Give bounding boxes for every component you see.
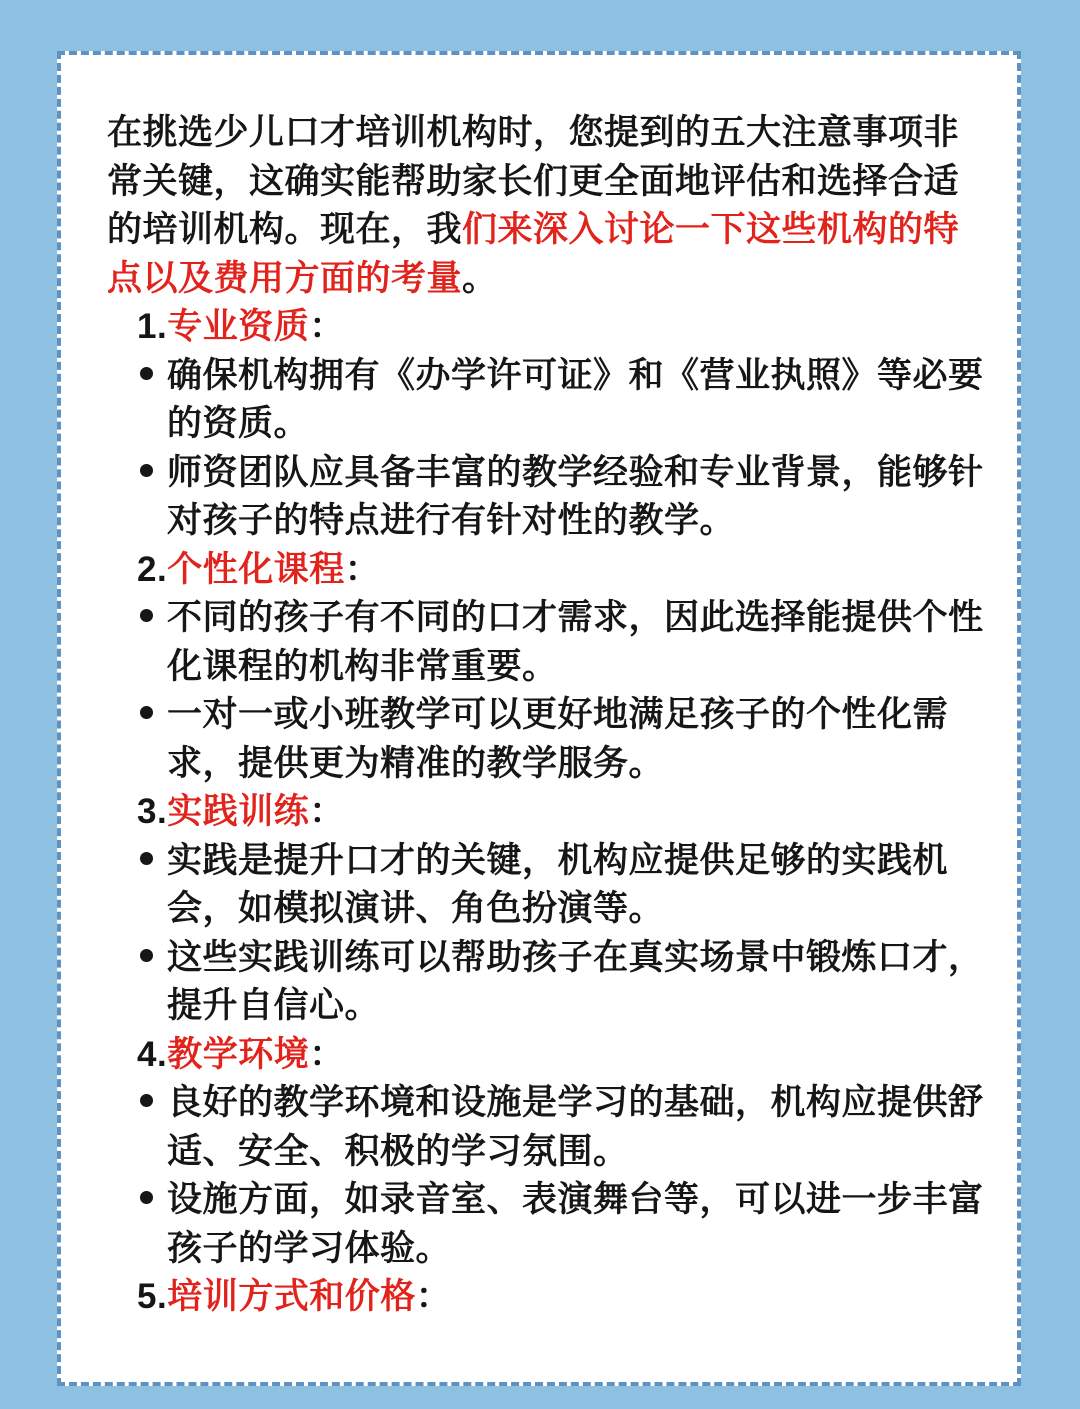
bullet-text: 提升自信心。 — [167, 986, 381, 1025]
paragraph-line — [107, 255, 989, 304]
bullet-text: 化课程的机构非常重要。 — [167, 646, 558, 686]
text-segment: 们来深入讨论一下这些机构的特 — [462, 210, 960, 249]
bullet-item-continuation — [107, 497, 989, 546]
bullet-item-continuation — [107, 740, 989, 789]
bullet-text: 实践是提升口才的关键，机构应提供足够的实践机 — [167, 840, 949, 880]
bullet-item-line — [107, 934, 989, 983]
bullet-item-line — [107, 837, 989, 886]
bullet-item-continuation — [107, 885, 989, 934]
bullet-icon — [140, 464, 153, 477]
numbered-heading — [107, 788, 989, 837]
bullet-icon — [140, 852, 153, 865]
heading-colon: ： — [309, 1034, 345, 1074]
content-card — [57, 51, 1021, 1386]
bullet-item-continuation — [107, 400, 989, 449]
list-heading-title: 专业资质 — [167, 307, 310, 346]
bullet-text: 不同的孩子有不同的口才需求，因此选择能提供个性 — [167, 598, 984, 637]
bullet-item-line — [107, 352, 989, 401]
bullet-item-line — [107, 594, 989, 643]
text-segment: 的培训机构。现在，我 — [107, 210, 463, 249]
bullet-item-line — [107, 449, 989, 498]
list-heading-title: 培训方式和价格 — [167, 1277, 416, 1316]
bullet-text: 这些实践训练可以帮助孩子在真实场景中锻炼口才， — [167, 937, 984, 977]
bullet-item-line — [107, 1079, 989, 1128]
heading-colon: ： — [309, 307, 345, 346]
list-heading-title: 教学环境 — [167, 1034, 310, 1074]
list-number: 2. — [137, 549, 168, 589]
heading-colon: ： — [415, 1277, 452, 1316]
text-segment: 常关键，这确实能帮助家长们更全面地评估和选择合适 — [107, 161, 960, 201]
numbered-heading — [107, 303, 989, 352]
bullet-text: 的资质。 — [167, 404, 310, 443]
list-heading-title: 个性化课程 — [167, 549, 345, 589]
list-number: 3. — [137, 792, 168, 831]
bullet-icon — [140, 949, 153, 962]
bullet-item-continuation — [107, 1128, 989, 1177]
list-number: 4. — [137, 1034, 168, 1074]
bullet-item-line — [107, 691, 989, 740]
bullet-item-continuation — [107, 643, 989, 692]
bullet-icon — [140, 1094, 153, 1107]
bullet-icon — [140, 367, 153, 380]
list-number: 5. — [137, 1277, 168, 1316]
bullet-text: 对孩子的特点进行有针对性的教学。 — [167, 501, 736, 540]
bullet-icon — [140, 609, 153, 622]
bullet-text: 会，如模拟演讲、角色扮演等。 — [167, 889, 665, 928]
heading-colon: ： — [309, 792, 345, 831]
bullet-item-continuation — [107, 1225, 989, 1274]
paragraph-line — [107, 109, 989, 158]
bullet-text: 确保机构拥有《办学许可证》和《营业执照》等必要 — [167, 355, 984, 395]
bullet-text: 师资团队应具备丰富的教学经验和专业背景，能够针 — [167, 452, 984, 492]
bullet-text: 良好的教学环境和设施是学习的基础，机构应提供舒 — [167, 1083, 984, 1122]
bullet-icon — [140, 706, 153, 719]
bullet-icon — [140, 1191, 153, 1204]
text-segment: 点以及费用方面的考量 — [107, 258, 463, 298]
numbered-heading — [107, 1031, 989, 1080]
list-heading-title: 实践训练 — [167, 792, 310, 831]
text-content — [61, 55, 1017, 1322]
bullet-text: 设施方面，如录音室、表演舞台等，可以进一步丰富 — [167, 1180, 984, 1219]
bullet-text: 孩子的学习体验。 — [167, 1228, 452, 1268]
bullet-item-line — [107, 1176, 989, 1225]
text-segment: 在挑选少儿口才培训机构时，您提到的五大注意事项非 — [107, 113, 960, 152]
bullet-item-continuation — [107, 982, 989, 1031]
paragraph-line — [107, 158, 989, 207]
paragraph-line — [107, 206, 989, 255]
list-number: 1. — [137, 307, 168, 346]
bullet-text: 适、安全、积极的学习氛围。 — [167, 1131, 629, 1171]
bullet-text: 一对一或小班教学可以更好地满足孩子的个性化需 — [167, 695, 949, 734]
numbered-heading — [107, 546, 989, 595]
numbered-heading — [107, 1273, 989, 1322]
text-segment: 。 — [462, 258, 498, 298]
bullet-text: 求，提供更为精准的教学服务。 — [167, 743, 665, 783]
heading-colon: ： — [344, 549, 381, 589]
